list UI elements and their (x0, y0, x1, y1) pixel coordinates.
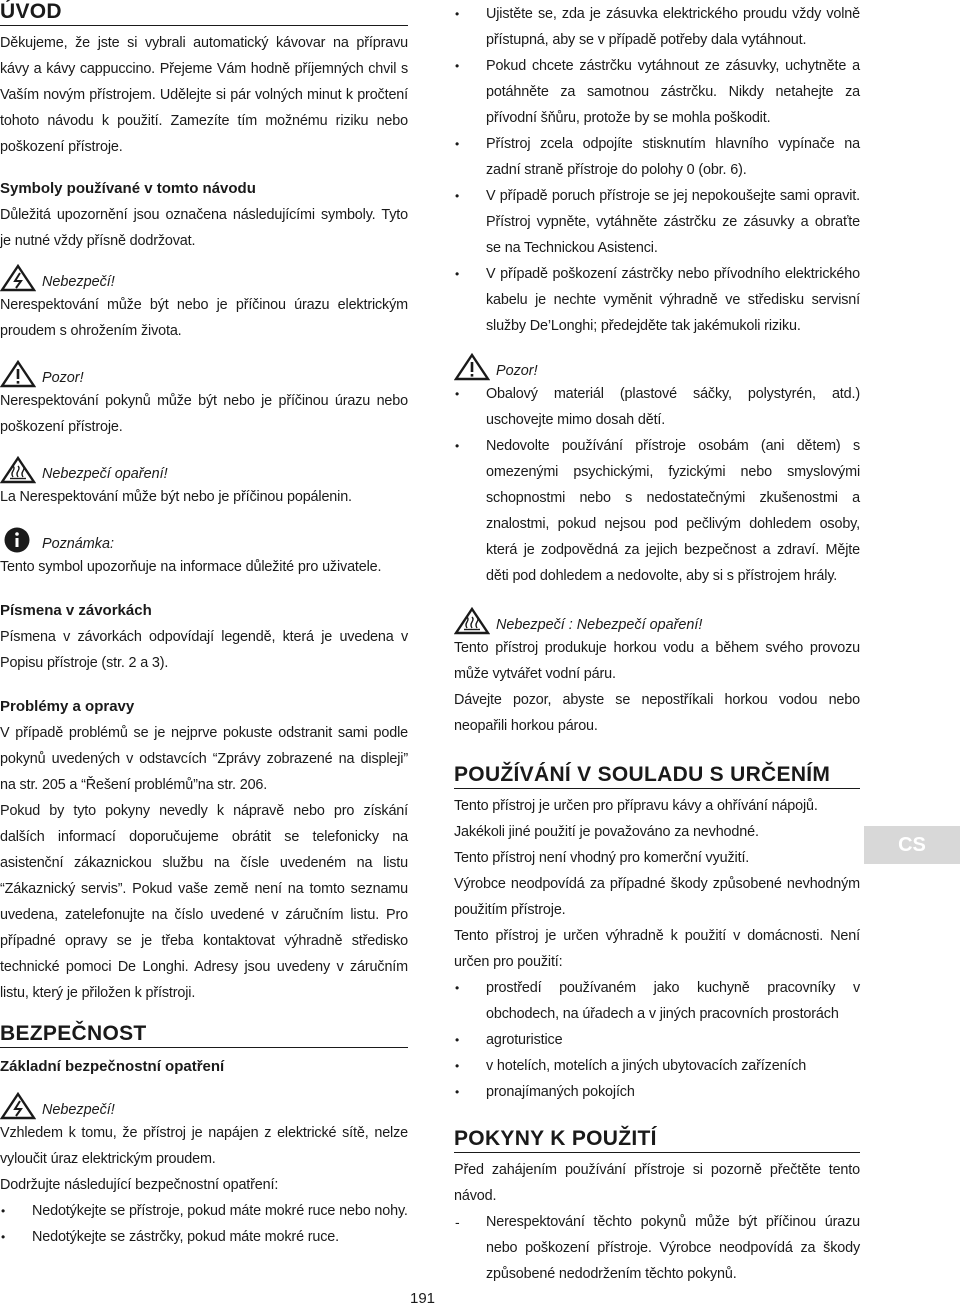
list-item: • Pokud chcete zástrčku vytáhnout ze zásuvky, uchytněte a potáhněte za samotnou zástrčku. Nikdy netahejte za přívodní šňůru, protože by se mohla poškodit. (454, 53, 860, 131)
letters-title: Písmena v závorkách (0, 602, 152, 619)
pozor-label: Pozor! (496, 363, 538, 379)
pozor-heading (454, 351, 860, 381)
list-item: • prostředí používaném jako kuchyně pracovníky v obchodech, na úřadech a v jiných pracovních prostorách (454, 975, 860, 1027)
section-title-use: POUŽÍVÁNÍ V SOULADU S URČENÍM (454, 763, 860, 789)
left-column (0, 0, 408, 1250)
use-paragraph-3: Tento přístroj není vhodný pro komerční využití. (454, 850, 750, 866)
list-item: • V případě poruch přístroje se jej nepokoušejte sami opravit. Přístroj vypněte, vytáhněte zástrčku ze zásuvky a obraťte se na Technickou Asistenci. (454, 183, 860, 261)
section-title-uvod: ÚVOD (0, 0, 408, 26)
right-burn-paragraph-1: Tento přístroj produkuje horkou vodu a během svého provozu může vytvářet vodní páru. (454, 640, 860, 682)
safety-paragraph-1: Vzhledem k tomu, že přístroj je napájen z elektrické sítě, nelze vyloučit úraz elektrickým proudem. (0, 1125, 408, 1167)
instructions-dash-list (454, 1209, 860, 1287)
list-item: • v hotelích, motelích a jiných ubytovacích zařízeních (454, 1053, 860, 1079)
right-burn-label: Nebezpečí : Nebezpečí opaření! (496, 617, 703, 633)
list-item: - Nerespektování těchto pokynů může být příčinou úrazu nebo poškození přístroje. Výrobce neodpovídá za škody způsobené nedodržením těchto pokynů. (454, 1209, 860, 1287)
section-title-bezpecnost: BEZPEČNOST (0, 1022, 408, 1048)
safety-paragraph-2: Dodržujte následující bezpečnostní opatření: (0, 1177, 279, 1193)
electric-danger-icon (0, 264, 36, 292)
hot-steam-icon (0, 456, 36, 484)
section-title-instructions: POKYNY K POUŽITÍ (454, 1127, 860, 1153)
burn-label: Nebezpečí opaření! (42, 466, 168, 482)
use-paragraph-4: Výrobce neodpovídá za případné škody způsobené nevhodným použitím přístroje. (454, 876, 860, 918)
pozor-bullet-list (454, 381, 860, 589)
problems-paragraph-1: V případě problémů se je nejprve pokuste odstranit sami podle pokynů uvedených v odstavcích “Zprávy zobrazené na displeji” na str. 205 a “Řešení problémů”na str. 206. (0, 725, 408, 793)
safety-bullet-list (0, 1198, 408, 1250)
note-heading (0, 524, 408, 554)
use-bullet-list (454, 975, 860, 1105)
burn-heading (0, 454, 408, 484)
caution-paragraph: Nerespektování pokynů může být nebo je příčinou úrazu nebo poškození přístroje. (0, 393, 408, 435)
caution-label: Pozor! (42, 370, 84, 386)
note-label: Poznámka: (42, 536, 114, 552)
uvod-paragraph: Děkujeme, že jste si vybrali automatický kávovar na přípravu kávy a kávy cappuccino. Přejeme Vám hodně příjemných chvil s Vaším novým přístrojem. Udělejte si pár volných minut k pročtení tohoto návodu k použití. Zamezíte tím možnému riziku nebo poškození přístroje. (0, 35, 408, 155)
danger-heading (0, 262, 408, 292)
right-burn-heading (454, 605, 860, 635)
danger-paragraph: Nerespektování může být nebo je příčinou úrazu elektrickým proudem s ohrožením života. (0, 297, 408, 339)
right-burn-paragraph-2: Dávejte pozor, abyste se nepostříkali horkou vodou nebo neopařili horkou párou. (454, 692, 860, 734)
info-icon (0, 526, 36, 554)
electric-danger-icon (0, 1092, 36, 1120)
note-paragraph: Tento symbol upozorňuje na informace důležité pro uživatele. (0, 559, 382, 575)
burn-paragraph: La Nerespektování může být nebo je příčinou popálenin. (0, 489, 352, 505)
list-item: • Přístroj zcela odpojíte stisknutím hlavního vypínače na zadní straně přístroje do polohy 0 (obr. 6). (454, 131, 860, 183)
symbols-title: Symboly používané v tomto návodu (0, 180, 256, 197)
safety-bullet-list-continued (454, 1, 860, 339)
hot-steam-icon (454, 607, 490, 635)
safety-danger-heading (0, 1090, 408, 1120)
page-number: 191 (410, 1290, 436, 1307)
list-item: • Nedotýkejte se přístroje, pokud máte mokré ruce nebo nohy. (0, 1198, 408, 1224)
list-item: • agroturistice (454, 1027, 860, 1053)
list-item: • Nedovolte používání přístroje osobám (ani dětem) s omezenými psychickými, fyzickými nebo smyslovými schopnostmi nebo s nedostatečnými zkušenostmi a znalostmi, pokud nejsou pod pečlivým dohledem osoby, která je zodpovědná za jejich bezpečnost a zdraví. Mějte děti pod dohledem a nedovolte, aby si s přístrojem hrály. (454, 433, 860, 589)
warning-icon (0, 360, 36, 388)
danger-label: Nebezpečí! (42, 274, 115, 290)
language-tab: CS (864, 826, 960, 864)
caution-heading (0, 358, 408, 388)
list-item: • Nedotýkejte se zástrčky, pokud máte mokré ruce. (0, 1224, 408, 1250)
right-column (454, 0, 860, 1287)
warning-icon (454, 353, 490, 381)
problems-paragraph-2: Pokud by tyto pokyny nevedly k nápravě nebo pro získání dalších informací doporučujeme obrátit se telefonicky na asistenční zákaznickou službu na čísle uvedeném na listu “Zákaznický servis”. Pokud vaše země není na tomto seznamu uvedena, zatelefonujte na číslo uvedené v záručním listu. Pro případné opravy se je třeba kontaktovat výhradně středisko technické pomoci De Longhi. Adresy jsou uvedeny v záručním listu, který je přiložen k přístroji. (0, 803, 408, 1001)
use-paragraph-1: Tento přístroj je určen pro přípravu kávy a ohřívání nápojů. (454, 798, 818, 814)
use-paragraph-2: Jakékoli jiné použití je považováno za nevhodné. (454, 824, 759, 840)
symbols-paragraph: Důležitá upozornění jsou označena následujícími symboly. Tyto je nutné vždy přísně dodržovat. (0, 207, 408, 249)
list-item: • Obalový materiál (plastové sáčky, polystyrén, atd.) uschovejte mimo dosah dětí. (454, 381, 860, 433)
list-item: • pronajímaných pokojích (454, 1079, 860, 1105)
problems-title: Problémy a opravy (0, 698, 135, 715)
list-item: • V případě poškození zástrčky nebo přívodního elektrického kabelu je nechte vyměnit výhradně ve středisku servisní služby De’Longhi; předejděte tak jakémukoli riziku. (454, 261, 860, 339)
safety-danger-label: Nebezpečí! (42, 1102, 115, 1118)
use-paragraph-5: Tento přístroj je určen výhradně k použití v domácnosti. Není určen pro použití: (454, 928, 860, 970)
letters-paragraph: Písmena v závorkách odpovídají legendě, která je uvedena v Popisu přístroje (str. 2 a 3). (0, 629, 408, 671)
list-item: • Ujistěte se, zda je zásuvka elektrického proudu vždy volně přístupná, aby se v případě potřeby dala vytáhnout. (454, 1, 860, 53)
safety-subtitle: Základní bezpečnostní opatření (0, 1058, 225, 1075)
instructions-paragraph: Před zahájením používání přístroje si pozorně přečtěte tento návod. (454, 1162, 860, 1204)
